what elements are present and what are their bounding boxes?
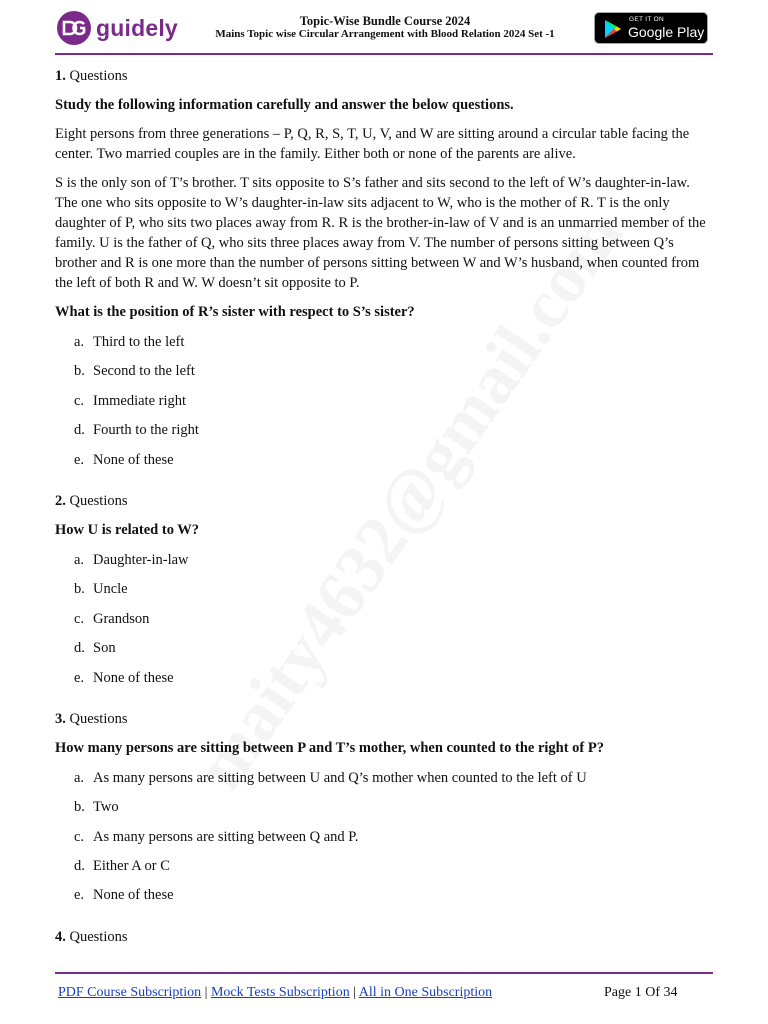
option-item: a. As many persons are sitting between U and Q’s mother when counted to the left of U	[74, 769, 587, 786]
footer-divider	[55, 972, 713, 974]
document-body	[55, 60, 713, 947]
question-heading: 3. Questions	[55, 710, 128, 727]
footer-separator: |	[353, 985, 357, 1000]
options-list	[55, 768, 713, 915]
option-item: c. Grandson	[74, 610, 150, 627]
option-item: d. Either A or C	[74, 858, 170, 875]
question-heading: 1. Questions	[55, 68, 128, 84]
option-item: b. Two	[74, 799, 119, 816]
google-play-icon	[603, 19, 623, 39]
footer-separator: |	[204, 985, 208, 1000]
option-item: c. As many persons are sitting between Q and P.	[74, 828, 359, 845]
option-item: b. Second to the left	[74, 363, 195, 380]
puzzle-paragraph: Eight persons from three generations – P, Q, R, S, T, U, V, and W are sitting around a circular table facing the center. Two married couples are in the family. Either both or none of the parents are alive.	[55, 126, 690, 162]
options-list	[55, 550, 713, 697]
options-list	[55, 332, 713, 479]
option-item: a. Daughter-in-law	[74, 551, 189, 568]
guidely-logo-icon	[57, 11, 91, 45]
page-footer	[58, 985, 698, 1001]
instruction: Study the following information carefully and answer the below questions.	[55, 97, 514, 113]
header-title: Topic-Wise Bundle Course 2024	[299, 14, 471, 28]
option-item: d. Fourth to the right	[74, 422, 199, 439]
all-in-one-subscription-link[interactable]: All in One Subscription	[358, 985, 493, 1000]
page-number: Page 1 Of 34	[604, 985, 678, 1000]
page-header	[0, 0, 768, 56]
option-item: a. Third to the left	[74, 334, 185, 350]
question-text: What is the position of R’s sister with respect to S’s sister?	[55, 304, 415, 320]
option-item: b. Uncle	[74, 581, 128, 598]
guidely-logo	[57, 11, 178, 45]
question-text: How U is related to W?	[55, 521, 200, 538]
google-play-caption: GET IT ON	[629, 16, 664, 23]
header-subtitle: Mains Topic wise Circular Arrangement with Blood Relation 2024 Set -1	[215, 28, 555, 40]
google-play-label: Google Play	[628, 24, 705, 40]
pdf-course-subscription-link[interactable]: PDF Course Subscription	[58, 985, 202, 1000]
brand-name: guidely	[96, 14, 178, 41]
header-divider	[55, 53, 713, 55]
question-heading: 4. Questions	[55, 928, 128, 945]
option-item: e. None of these	[74, 669, 174, 686]
option-item: c. Immediate right	[74, 392, 187, 409]
question-text: How many persons are sitting between P and T’s mother, when counted to the right of P?	[55, 739, 604, 756]
google-play-badge[interactable]	[594, 12, 708, 44]
option-item: e. None of these	[74, 887, 174, 904]
option-item: e. None of these	[74, 451, 174, 468]
question-heading: 2. Questions	[55, 492, 128, 509]
option-item: d. Son	[74, 640, 116, 657]
puzzle-paragraph: S is the only son of T’s brother. T sits opposite to S’s father and sits second to the left of W’s daughter-in-law. The one who sits opposite to W’s daughter-in-law sits adjacent to W, who is the mother of R. T is the only daughter of P, who sits two places away from R. R is the brother-in-law of V and is an unmarried member of the family. U is the father of Q, who sits three places away from V. The number of persons sitting between Q’s brother and R is one more than the number of persons sitting between W and W’s husband, when counted from the left of both R and W. W doesn’t sit opposite to P.	[55, 175, 706, 291]
mock-tests-subscription-link[interactable]: Mock Tests Subscription	[210, 985, 350, 1000]
